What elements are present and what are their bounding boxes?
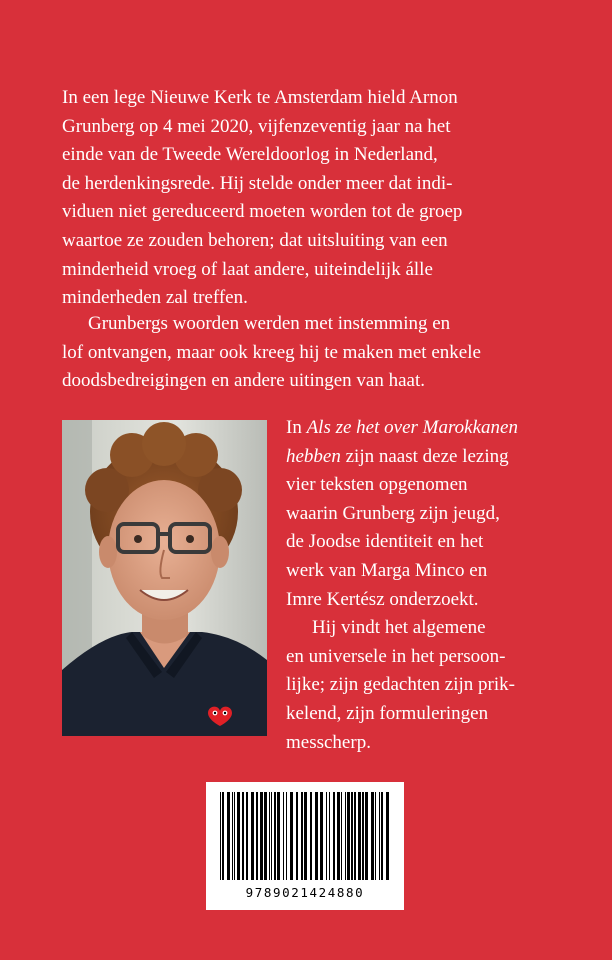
reception-line: lof ontvangen, maar ook kreeg hij te maken met enkele xyxy=(62,341,481,363)
intro-line: viduen niet gereduceerd moeten worden tot de groep xyxy=(62,201,463,223)
description-line: werk van Marga Minco en xyxy=(286,559,488,581)
description-line: Imre Kertész onderzoekt. xyxy=(286,588,479,610)
reception-line: doodsbedreigingen en andere uitingen van haat. xyxy=(62,370,425,392)
barcode-bar xyxy=(375,792,376,880)
description-line: hebben zijn naast deze lezing xyxy=(286,445,509,467)
description-line: de Joodse identiteit en het xyxy=(286,531,484,553)
description-line: Hij vindt het algemene xyxy=(312,617,486,639)
barcode-bar xyxy=(251,792,254,880)
description-line: messcherp. xyxy=(286,731,371,753)
book-description xyxy=(286,414,586,757)
description-line: In Als ze het over Marokkanen xyxy=(286,417,518,438)
barcode-bar xyxy=(283,792,284,880)
intro-line: Grunberg op 4 mei 2020, vijfenzeventig jaar na het xyxy=(62,115,451,137)
barcode-bar xyxy=(242,792,244,880)
barcode-bar xyxy=(315,792,318,880)
isbn-number: 9789021424880 xyxy=(245,885,365,900)
barcode-bar xyxy=(256,792,258,880)
reception-line: Grunbergs woorden werden met instemming en xyxy=(88,313,451,334)
barcode-bar xyxy=(365,792,368,880)
barcode-bar xyxy=(301,792,303,880)
intro-line: In een lege Nieuwe Kerk te Amsterdam hield Arnon xyxy=(62,87,458,108)
barcode-bar xyxy=(347,792,350,880)
barcode-bar xyxy=(351,792,353,880)
barcode-bar xyxy=(381,792,383,880)
barcode-bar xyxy=(264,792,267,880)
barcode-bar xyxy=(310,792,312,880)
barcode-bar xyxy=(227,792,230,880)
barcode-bar xyxy=(326,792,327,880)
barcode-bar xyxy=(290,792,293,880)
intro-line: waartoe ze zouden behoren; dat uitsluiting van een xyxy=(62,229,448,251)
barcode-bar xyxy=(269,792,270,880)
barcode-bar xyxy=(286,792,287,880)
barcode-bar xyxy=(246,792,248,880)
barcode-bar xyxy=(379,792,380,880)
barcode-bar xyxy=(220,792,221,880)
barcode-bar xyxy=(362,792,364,880)
description-line: waarin Grunberg zijn jeugd, xyxy=(286,502,500,524)
barcode-bar xyxy=(232,792,233,880)
book-title: Als ze het over Marokkanen xyxy=(306,417,518,438)
barcode-bar xyxy=(358,792,361,880)
barcode-bar xyxy=(277,792,280,880)
barcode xyxy=(206,782,404,910)
barcode-bar xyxy=(222,792,224,880)
barcode-bar xyxy=(337,792,340,880)
barcode-bar xyxy=(304,792,307,880)
barcode-bar xyxy=(271,792,272,880)
description-line: lijke; zijn gedachten zijn prik- xyxy=(286,674,515,696)
barcode-bar xyxy=(320,792,323,880)
barcode-bar xyxy=(329,792,330,880)
author-photo xyxy=(62,420,267,736)
intro-line: de herdenkingsrede. Hij stelde onder meer dat indi- xyxy=(62,172,453,194)
barcode-bar xyxy=(386,792,389,880)
description-line: en universele in het persoon- xyxy=(286,645,506,667)
intro-paragraph xyxy=(62,84,562,313)
barcode-bar xyxy=(371,792,374,880)
book-title: hebben xyxy=(286,445,341,467)
reception-paragraph xyxy=(62,310,562,396)
barcode-bar xyxy=(237,792,240,880)
intro-line: minderheid vroeg of laat andere, uiteindelijk álle xyxy=(62,258,433,280)
description-line: kelend, zijn formuleringen xyxy=(286,702,489,724)
description-line: vier teksten opgenomen xyxy=(286,474,468,496)
barcode-bar xyxy=(296,792,298,880)
barcode-bar xyxy=(345,792,346,880)
barcode-bar xyxy=(333,792,335,880)
intro-line: einde van de Tweede Wereldoorlog in Nederland, xyxy=(62,144,438,166)
barcode-bar xyxy=(341,792,342,880)
barcode-bar xyxy=(260,792,263,880)
barcode-bar xyxy=(274,792,276,880)
barcode-bar xyxy=(234,792,235,880)
barcode-bar xyxy=(354,792,356,880)
intro-line: minderheden zal treffen. xyxy=(62,287,248,309)
